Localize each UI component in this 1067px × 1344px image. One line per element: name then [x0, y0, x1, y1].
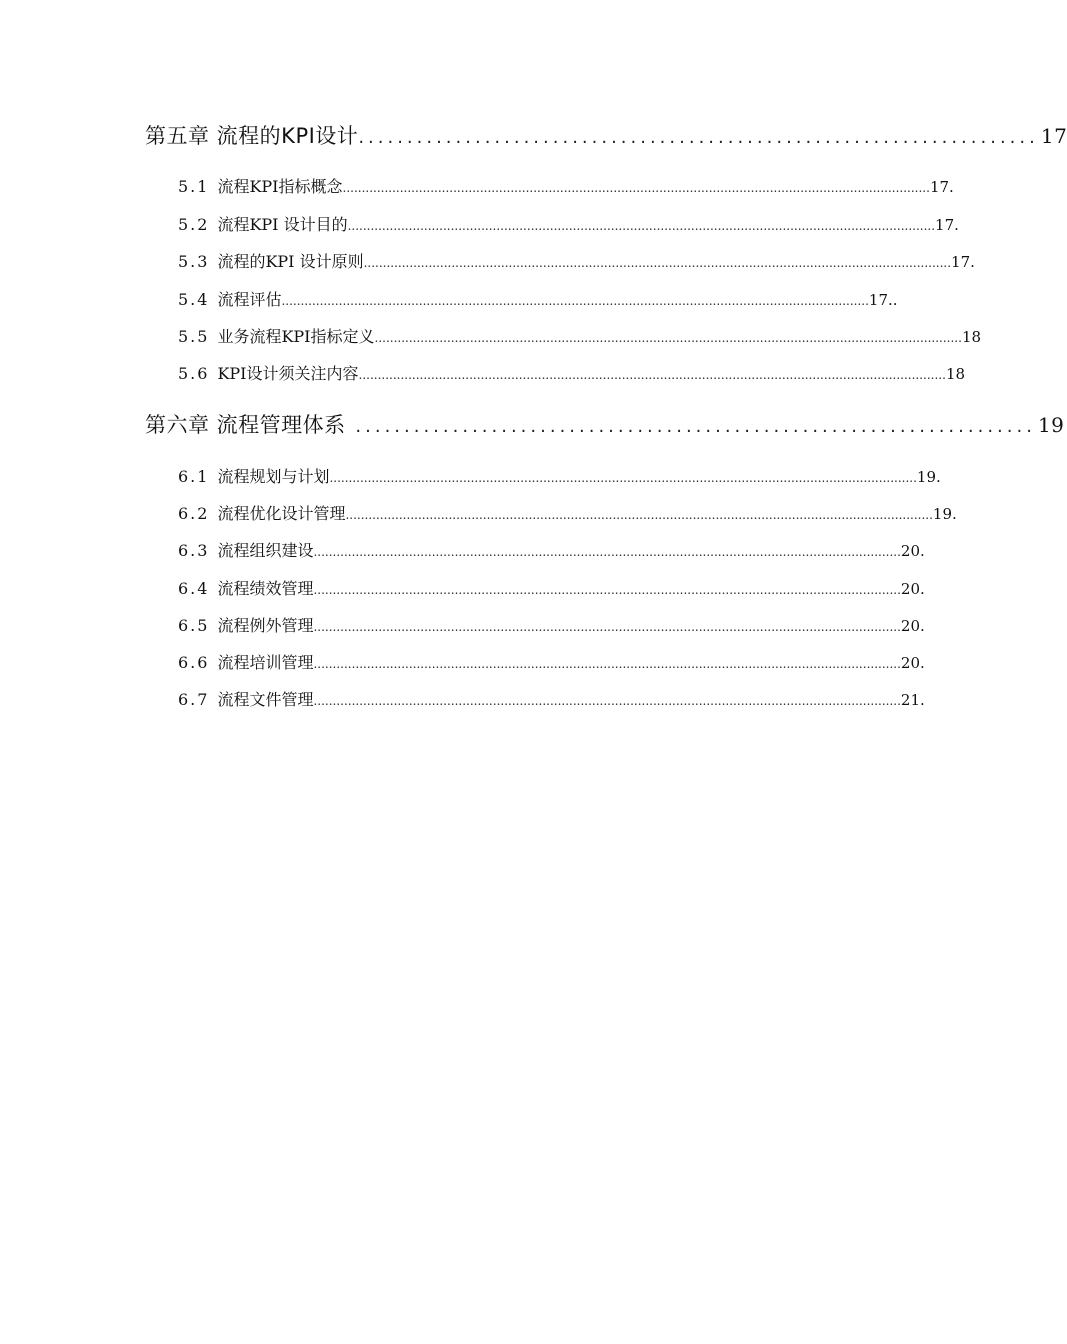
toc-section-5-4[interactable] — [178, 287, 898, 310]
dot-leader: .......................................................................................................................................................... — [345, 508, 933, 522]
section-page-number: 19. — [916, 468, 941, 486]
section-page-number: 19. — [932, 505, 957, 523]
section-number: 6.3 — [178, 541, 210, 560]
chapter-title: 第六章 流程管理体系 — [145, 413, 346, 437]
dot-leader: .......................................................................................................................................................... — [313, 694, 901, 708]
section-number: 6.2 — [178, 504, 210, 523]
dot-leader: .......................................................................................................................................................... — [313, 620, 901, 634]
section-number: 6.1 — [178, 467, 210, 486]
section-title: 流程规划与计划 — [217, 467, 330, 486]
dot-leader: ...................................................................... — [345, 416, 1036, 437]
toc-section-5-6[interactable] — [178, 361, 966, 384]
section-page-number: 17.. — [868, 291, 898, 309]
section-title: 流程优化设计管理 — [217, 504, 346, 523]
dot-leader: ...................................................................... — [358, 127, 1039, 148]
section-title: 流程组织建设 — [217, 541, 314, 560]
dot-leader: .......................................................................................................................................................... — [342, 181, 930, 195]
section-title: 流程绩效管理 — [217, 579, 314, 598]
section-page-number: 17. — [951, 253, 975, 271]
toc-section-6-4[interactable] — [178, 576, 925, 599]
dot-leader: .......................................................................................................................................................... — [313, 545, 901, 559]
dot-leader: .......................................................................................................................................................... — [281, 294, 869, 308]
chapter-page-number: 19 — [1037, 413, 1065, 437]
section-number: 5.6 — [178, 364, 210, 383]
section-page-number: 18 — [945, 365, 966, 383]
section-page-number: 20. — [900, 654, 925, 672]
section-title: KPI设计须关注内容 — [217, 364, 359, 383]
section-page-number: 20. — [900, 542, 925, 560]
section-number: 5.5 — [178, 327, 210, 346]
section-number: 5.1 — [178, 177, 210, 196]
dot-leader: .......................................................................................................................................................... — [313, 583, 901, 597]
section-title: 流程文件管理 — [217, 690, 314, 709]
toc-chapter-6[interactable] — [145, 409, 1065, 439]
section-page-number: 20. — [900, 580, 925, 598]
section-title: 流程评估 — [217, 290, 282, 309]
dot-leader: .......................................................................................................................................................... — [374, 331, 962, 345]
dot-leader: .......................................................................................................................................................... — [347, 219, 936, 233]
section-number: 6.7 — [178, 690, 210, 709]
section-title: 流程的KPI 设计原则 — [217, 252, 364, 271]
dot-leader: .......................................................................................................................................................... — [358, 368, 946, 382]
toc-section-5-1[interactable] — [178, 174, 954, 197]
toc-chapter-5[interactable] — [145, 120, 1067, 150]
chapter-page-number: 17 — [1040, 124, 1067, 148]
section-number: 6.4 — [178, 579, 210, 598]
toc-section-5-5[interactable] — [178, 324, 982, 347]
section-title: 流程KPI 设计目的 — [217, 215, 348, 234]
section-page-number: 17. — [929, 178, 954, 196]
toc-section-5-3[interactable] — [178, 249, 975, 272]
dot-leader: .......................................................................................................................................................... — [363, 256, 952, 270]
section-title: 流程培训管理 — [217, 653, 314, 672]
toc-section-6-2[interactable] — [178, 501, 957, 524]
dot-leader: .......................................................................................................................................................... — [313, 657, 901, 671]
section-number: 5.4 — [178, 290, 210, 309]
toc-section-6-7[interactable] — [178, 687, 925, 710]
section-page-number: 17. — [935, 216, 959, 234]
section-title: 业务流程KPI指标定义 — [217, 327, 375, 346]
section-page-number: 20. — [900, 617, 925, 635]
section-number: 5.3 — [178, 252, 210, 271]
section-title: 流程例外管理 — [217, 616, 314, 635]
dot-leader: .......................................................................................................................................................... — [329, 471, 917, 485]
section-page-number: 18 — [961, 328, 982, 346]
toc-section-6-1[interactable] — [178, 464, 941, 487]
chapter-title: 第五章 流程的KPI设计 — [145, 124, 359, 148]
section-title: 流程KPI指标概念 — [217, 177, 343, 196]
toc-section-6-3[interactable] — [178, 538, 925, 561]
toc-section-6-6[interactable] — [178, 650, 925, 673]
section-page-number: 21. — [900, 691, 925, 709]
toc-section-5-2[interactable] — [178, 212, 959, 235]
section-number: 5.2 — [178, 215, 210, 234]
section-number: 6.5 — [178, 616, 210, 635]
toc-section-6-5[interactable] — [178, 613, 925, 636]
section-number: 6.6 — [178, 653, 210, 672]
